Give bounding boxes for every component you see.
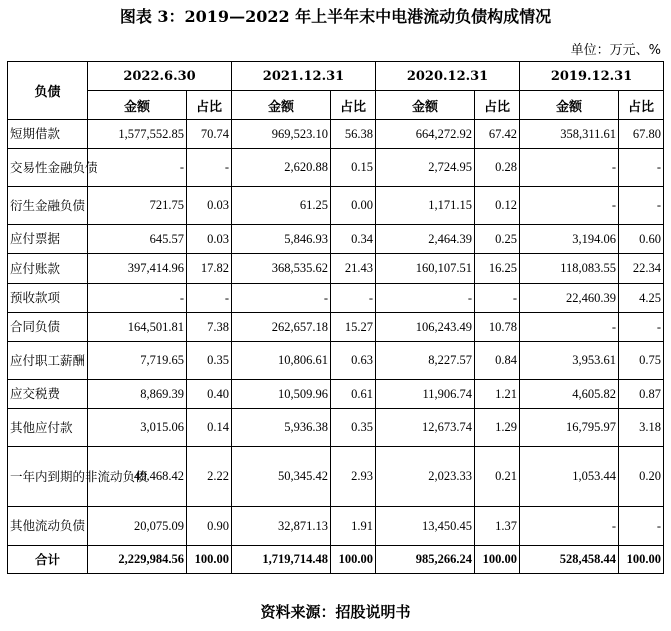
amount-cell: 5,846.93 bbox=[232, 225, 331, 254]
amount-cell: 49,468.42 bbox=[88, 447, 187, 507]
amount-cell: - bbox=[88, 149, 187, 187]
ratio-cell: 0.63 bbox=[331, 342, 376, 380]
table-row bbox=[8, 284, 664, 313]
ratio-cell: - bbox=[187, 284, 232, 313]
ratio-cell: 15.27 bbox=[331, 313, 376, 342]
amount-cell: 20,075.09 bbox=[88, 507, 187, 546]
table-row bbox=[8, 342, 664, 380]
ratio-cell: 0.20 bbox=[619, 447, 664, 507]
amount-cell: 262,657.18 bbox=[232, 313, 331, 342]
ratio-cell: 0.15 bbox=[331, 149, 376, 187]
table-row bbox=[8, 149, 664, 187]
row-label: 其他应付款 bbox=[8, 409, 88, 447]
table-row bbox=[8, 313, 664, 342]
amount-cell: 3,194.06 bbox=[520, 225, 619, 254]
ratio-cell: 2.22 bbox=[187, 447, 232, 507]
amount-cell: - bbox=[376, 284, 475, 313]
amount-cell: - bbox=[520, 507, 619, 546]
header-ratio: 占比 bbox=[619, 91, 664, 120]
amount-cell: 10,509.96 bbox=[232, 380, 331, 409]
table-row bbox=[8, 409, 664, 447]
amount-cell: 4,605.82 bbox=[520, 380, 619, 409]
source-note: 资料来源：招股说明书 bbox=[260, 603, 411, 621]
amount-cell: 106,243.49 bbox=[376, 313, 475, 342]
ratio-cell: 2.93 bbox=[331, 447, 376, 507]
amount-cell: 164,501.81 bbox=[88, 313, 187, 342]
ratio-cell: 0.03 bbox=[187, 187, 232, 225]
header-liabilities: 负债 bbox=[8, 62, 88, 120]
header-row-periods bbox=[8, 62, 664, 91]
ratio-cell: - bbox=[619, 507, 664, 546]
row-label: 预收款项 bbox=[8, 284, 88, 313]
ratio-cell: 0.90 bbox=[187, 507, 232, 546]
amount-cell: - bbox=[520, 187, 619, 225]
header-period: 2021.12.31 bbox=[232, 62, 376, 91]
amount-cell: 61.25 bbox=[232, 187, 331, 225]
amount-cell: 160,107.51 bbox=[376, 254, 475, 284]
amount-cell: 5,936.38 bbox=[232, 409, 331, 447]
amount-cell: 8,227.57 bbox=[376, 342, 475, 380]
row-label: 其他流动负债 bbox=[8, 507, 88, 546]
ratio-cell: - bbox=[331, 284, 376, 313]
amount-cell: 528,458.44 bbox=[520, 546, 619, 574]
ratio-cell: 0.84 bbox=[475, 342, 520, 380]
ratio-cell: 100.00 bbox=[619, 546, 664, 574]
row-label: 合同负债 bbox=[8, 313, 88, 342]
ratio-cell: 0.25 bbox=[475, 225, 520, 254]
ratio-cell: 0.12 bbox=[475, 187, 520, 225]
document-title: 图表 3：2019—2022 年上半年末中电港流动负债构成情况 bbox=[119, 7, 552, 26]
amount-cell: 11,906.74 bbox=[376, 380, 475, 409]
header-period: 2020.12.31 bbox=[376, 62, 520, 91]
amount-cell: 8,869.39 bbox=[88, 380, 187, 409]
ratio-cell: 3.18 bbox=[619, 409, 664, 447]
amount-cell: 2,724.95 bbox=[376, 149, 475, 187]
header-ratio: 占比 bbox=[331, 91, 376, 120]
ratio-cell: 0.34 bbox=[331, 225, 376, 254]
ratio-cell: 0.60 bbox=[619, 225, 664, 254]
table-row bbox=[8, 254, 664, 284]
header-amount: 金额 bbox=[520, 91, 619, 120]
ratio-cell: 21.43 bbox=[331, 254, 376, 284]
ratio-cell: 0.40 bbox=[187, 380, 232, 409]
header-amount: 金额 bbox=[88, 91, 187, 120]
ratio-cell: 0.14 bbox=[187, 409, 232, 447]
amount-cell: 2,023.33 bbox=[376, 447, 475, 507]
ratio-cell: 0.35 bbox=[331, 409, 376, 447]
table-row bbox=[8, 120, 664, 149]
ratio-cell: 1.21 bbox=[475, 380, 520, 409]
row-label: 衍生金融负债 bbox=[8, 187, 88, 225]
header-period: 2022.6.30 bbox=[88, 62, 232, 91]
amount-cell: 2,229,984.56 bbox=[88, 546, 187, 574]
ratio-cell: 0.87 bbox=[619, 380, 664, 409]
table-row bbox=[8, 546, 664, 574]
header-ratio: 占比 bbox=[187, 91, 232, 120]
ratio-cell: 100.00 bbox=[475, 546, 520, 574]
amount-cell: 721.75 bbox=[88, 187, 187, 225]
ratio-cell: 1.29 bbox=[475, 409, 520, 447]
row-label: 一年内到期的非流动负债 bbox=[8, 447, 88, 507]
amount-cell: - bbox=[232, 284, 331, 313]
amount-cell: 2,464.39 bbox=[376, 225, 475, 254]
ratio-cell: 0.03 bbox=[187, 225, 232, 254]
table-row bbox=[8, 380, 664, 409]
ratio-cell: - bbox=[619, 313, 664, 342]
amount-cell: - bbox=[520, 313, 619, 342]
amount-cell: 1,171.15 bbox=[376, 187, 475, 225]
row-label: 合计 bbox=[8, 546, 88, 574]
amount-cell: 10,806.61 bbox=[232, 342, 331, 380]
amount-cell: 1,719,714.48 bbox=[232, 546, 331, 574]
header-row-columns bbox=[8, 91, 664, 120]
amount-cell: 3,953.61 bbox=[520, 342, 619, 380]
amount-cell: 7,719.65 bbox=[88, 342, 187, 380]
ratio-cell: - bbox=[619, 187, 664, 225]
amount-cell: 664,272.92 bbox=[376, 120, 475, 149]
amount-cell: 645.57 bbox=[88, 225, 187, 254]
header-ratio: 占比 bbox=[475, 91, 520, 120]
ratio-cell: - bbox=[187, 149, 232, 187]
amount-cell: 368,535.62 bbox=[232, 254, 331, 284]
table-body bbox=[8, 120, 664, 574]
row-label: 短期借款 bbox=[8, 120, 88, 149]
ratio-cell: 70.74 bbox=[187, 120, 232, 149]
ratio-cell: 0.75 bbox=[619, 342, 664, 380]
amount-cell: 969,523.10 bbox=[232, 120, 331, 149]
amount-cell: 118,083.55 bbox=[520, 254, 619, 284]
row-label: 应交税费 bbox=[8, 380, 88, 409]
ratio-cell: 22.34 bbox=[619, 254, 664, 284]
ratio-cell: 7.38 bbox=[187, 313, 232, 342]
amount-cell: - bbox=[520, 149, 619, 187]
row-label: 应付职工薪酬 bbox=[8, 342, 88, 380]
amount-cell: 3,015.06 bbox=[88, 409, 187, 447]
ratio-cell: 10.78 bbox=[475, 313, 520, 342]
amount-cell: 397,414.96 bbox=[88, 254, 187, 284]
amount-cell: 1,053.44 bbox=[520, 447, 619, 507]
ratio-cell: 0.61 bbox=[331, 380, 376, 409]
amount-cell: 985,266.24 bbox=[376, 546, 475, 574]
ratio-cell: 1.91 bbox=[331, 507, 376, 546]
ratio-cell: 1.37 bbox=[475, 507, 520, 546]
amount-cell: 13,450.45 bbox=[376, 507, 475, 546]
ratio-cell: 0.28 bbox=[475, 149, 520, 187]
amount-cell: - bbox=[88, 284, 187, 313]
ratio-cell: 0.00 bbox=[331, 187, 376, 225]
ratio-cell: 56.38 bbox=[331, 120, 376, 149]
unit-note: 单位：万元、% bbox=[570, 43, 661, 58]
amount-cell: 16,795.97 bbox=[520, 409, 619, 447]
table-row bbox=[8, 225, 664, 254]
amount-cell: 32,871.13 bbox=[232, 507, 331, 546]
amount-cell: 2,620.88 bbox=[232, 149, 331, 187]
ratio-cell: - bbox=[619, 149, 664, 187]
ratio-cell: 0.21 bbox=[475, 447, 520, 507]
amount-cell: 50,345.42 bbox=[232, 447, 331, 507]
row-label: 应付账款 bbox=[8, 254, 88, 284]
header-amount: 金额 bbox=[376, 91, 475, 120]
ratio-cell: - bbox=[475, 284, 520, 313]
ratio-cell: 0.35 bbox=[187, 342, 232, 380]
ratio-cell: 100.00 bbox=[187, 546, 232, 574]
ratio-cell: 4.25 bbox=[619, 284, 664, 313]
row-label: 交易性金融负债 bbox=[8, 149, 88, 187]
table-row bbox=[8, 507, 664, 546]
amount-cell: 358,311.61 bbox=[520, 120, 619, 149]
table-row bbox=[8, 447, 664, 507]
amount-cell: 12,673.74 bbox=[376, 409, 475, 447]
amount-cell: 22,460.39 bbox=[520, 284, 619, 313]
amount-cell: 1,577,552.85 bbox=[88, 120, 187, 149]
ratio-cell: 67.42 bbox=[475, 120, 520, 149]
header-amount: 金额 bbox=[232, 91, 331, 120]
header-period: 2019.12.31 bbox=[520, 62, 664, 91]
ratio-cell: 100.00 bbox=[331, 546, 376, 574]
ratio-cell: 17.82 bbox=[187, 254, 232, 284]
ratio-cell: 16.25 bbox=[475, 254, 520, 284]
table-row bbox=[8, 187, 664, 225]
ratio-cell: 67.80 bbox=[619, 120, 664, 149]
liabilities-table bbox=[7, 61, 664, 574]
row-label: 应付票据 bbox=[8, 225, 88, 254]
